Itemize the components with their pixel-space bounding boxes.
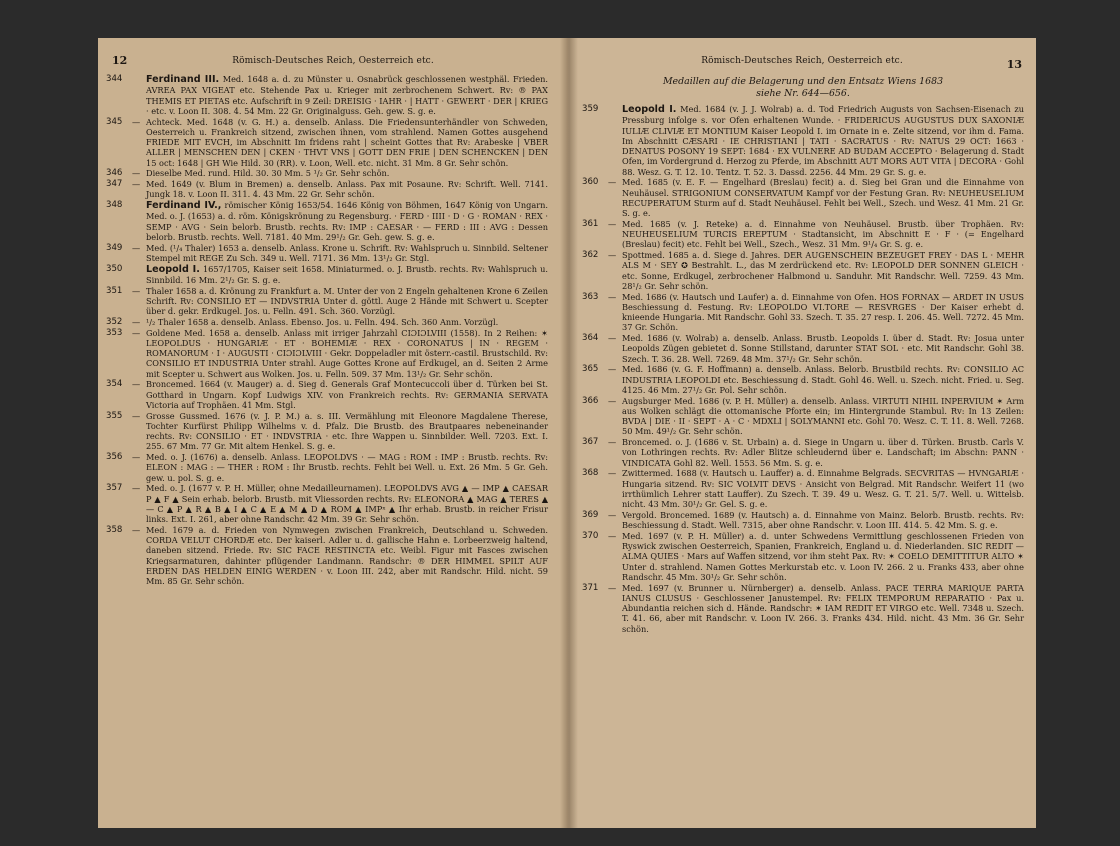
ditto-dash: — [608,582,617,593]
catalog-entry [106,74,548,116]
ditto-dash: — [132,179,141,189]
entry-number: 364 [582,333,599,343]
entry-text: Zwittermed. 1688 (v. Hautsch u. Lauffer) a. d. Einnahme Belgrads. SECVRITAS — HVNGARIÆ · Hungaria sitzend. Rv: SIC VOLVIT DEVS · Ansicht von Belgrad. Mit Randschr. Weifert 11 (wo irrthümlich Lehrer statt Lauffer). Zu Szech. T. 39. 49 u. Wesz. G. T. 21. 5/7. Well. u. Wittelsb. nicht. 43 Mm. 30¹/₂ Gr. Gel. S. g. e. [622,468,1024,509]
catalog-entry [106,411,548,452]
catalog-entry [106,200,548,242]
ditto-dash: — [608,250,617,260]
entry-number: 345 [106,116,123,127]
catalog-entry [106,483,548,524]
catalog-entry [582,250,1024,291]
right-page [568,38,1036,828]
catalog-entry [582,510,1024,531]
entry-number: 366 [582,395,599,406]
entry-number: 357 [106,483,123,494]
entry-text: Med. 1697 (v. P. H. Müller) a. d. unter Schwedens Vermittlung geschlossenen Frieden von Ryswick zwischen Oesterreich, Spanien, Frankreich, England u. d. Niederlanden. SIC REDIT — ALMA QUIES · Mars auf Waffen sitzend, vor ihm steht Pax. Rv: ✶ COELO DEMITTITUR ALTO ✶ Unter d. strahlend. Namen Gottes Merkurstab etc. v. Loon IV. 266. 2 u. Franks 433, aber ohne Randschr. 45 Mm. 30¹/₂ Gr. Sehr schön. [622,530,1024,582]
entry-number: 361 [582,218,599,229]
entry-text: Med. o. J. (1676) a. denselb. Anlass. LEOPOLDVS · — MAG : ROM : IMP : Brustb. rechts. Rv: ELEON : MAG : — THER : ROM : Ihr Brustb. rechts. Fehlt bei Well. u. Ext. 26 Mm. 5 Gr. Geh. gew. u. pol. S. g. e. [146,452,548,483]
ditto-dash: — [608,333,617,343]
catalog-entry [582,333,1024,364]
ditto-dash: — [608,530,617,541]
catalog-entry [582,583,1024,634]
ditto-dash: — [132,116,141,127]
right-column [582,74,1024,634]
entry-number: 370 [582,530,599,541]
entry-number: 369 [582,509,599,520]
entry-text: Med. 1679 a. d. Frieden von Nymwegen zwischen Frankreich, Deutschland u. Schweden. CORDA VELUT CHORDÆ etc. Der kaiserl. Adler u. d. gallische Hahn e. Lorbeerzweig haltend, daneben sitzend. Friede. Rv: SIC FACE RESTINCTA etc. Weibl. Figur mit Fasces zwischen Kriegsarmaturen, dahinter pflügender Landmann. Randschr: ® DER HIMMEL SPILT AUF ERDEN DAS HELDEN EINIG WERDEN · v. Loon III. 242, aber mit Randschr. Hild. nicht. 59 Mm. 85 Gr. Sehr schön. [146,524,548,586]
entry-text: Med. 1649 (v. Blum in Bremen) a. denselb. Anlass. Pax mit Posaune. Rv: Schrift. Well. 7141. Jungk 18. v. Loon II. 311. 4. 43 Mm. 22 Gr. Sehr schön. [146,179,548,200]
ditto-dash: — [132,327,141,338]
catalog-entry [582,396,1024,437]
entry-text: Med. 1686 (v. G. F. Hoffmann) a. denselb. Anlass. Belorb. Brustbild rechts. Rv: CONSILIO AC INDUSTRIA LEOPOLDI etc. Beschiessung d. Stadt. Gohl 46. Well. u. Szech. nicht. Fried. u. Seg. 4125. 46 Mm. 27¹/₂ Gr. Pol. Sehr schön. [622,364,1024,395]
ditto-dash: — [608,364,617,375]
ruler-name: Leopold I. [146,263,200,275]
entry-text: Broncemed. o. J. (1686 v. St. Urbain) a. d. Siege in Ungarn u. über d. Türken. Brustb. Carls V. von Lothringen rechts. Rv: Adler Blitze schleudernd über e. Landschaft; im Abschn: PANN · VINDICATA Gohl 82. Well. 1553. 56 Mm. S. g. e. [622,437,1024,468]
entry-number: 344 [106,74,123,84]
entry-number: 358 [106,524,123,535]
entry-text: Med. o. J. (1677 v. P. H. Müller, ohne Medailleurnamen). LEOPOLDVS AVG ▲ — IMP ▲ CAESAR P ▲ F ▲ Sein erhab. belorb. Brustb. mit Vliessorden rechts. Rv: ELEONORA ▲ MAG ▲ TERES ▲ — C ▲ P ▲ R ▲ B ▲ I ▲ C ▲ E ▲ M ▲ D ▲ ROM ▲ IMPˣ ▲ Ihr erhab. Brustb. in reicher Frisur links. Ext. I. 261, aber ohne Randschr. 42 Mm. 39 Gr. Sehr schön. [146,483,548,524]
entry-text: Achteck. Med. 1648 (v. G. H.) a. denselb. Anlass. Die Friedensunterhändler von Schweden, Oesterreich u. Frankreich sitzend, zwischen ihnen, vom strahlend. Namen Gottes ausgehend FRIEDE MIT EVCH, im Abschnitt Im fridens raht | scheint Gottes that Rv: Arabeske | VBER ALLER | MENSCHEN DEN | CKEN · THVT VNS | GOTT DEN FRIE | DEN SCHENCKEN | DEN 15 oct: 1648 | GH Wie Hild. 30 (RR). v. Loon, Well. etc. nicht. 31 Mm. 8 Gr. Sehr schön. [146,116,548,168]
section-heading-line1: Medaillen auf die Belagerung und den Entsatz Wiens 1683 [662,76,944,87]
catalog-entry [106,264,548,286]
catalog-entry [106,525,548,587]
ditto-dash: — [132,452,141,462]
entry-number: 355 [106,410,123,421]
entry-number: 359 [582,104,599,114]
left-column [106,74,548,587]
entry-number: 352 [106,316,123,327]
catalog-entry [582,364,1024,395]
catalog-entry [582,219,1024,250]
book-gutter [560,38,578,828]
ditto-dash: — [608,177,617,188]
entry-number: 347 [106,179,123,189]
ditto-dash: — [132,168,141,179]
ditto-dash: — [132,285,141,296]
catalog-entry [106,317,548,327]
entry-number: 371 [582,582,599,593]
entry-number: 349 [106,242,123,253]
entry-text: 1657/1705, Kaiser seit 1658. Miniaturmed. o. J. Brustb. rechts. Rv: Wahlspruch u. Sinnbild. 16 Mm. 2¹/₂ Gr. S. g. e. [146,263,548,285]
entry-number: 363 [582,291,599,302]
catalog-entry [106,452,548,483]
ditto-dash: — [132,524,141,535]
entry-text: Med. 1648 a. d. zu Münster u. Osnabrück geschlossenen westphäl. Frieden. AVREA PAX VIGEAT etc. Stehende Pax u. Krieger mit zerbrochenem Schwert. Rv: ® PAX THEMIS ET PIETAS etc. Aufschrift in 9 Zeil: DREISIG · IAHR · | HATT · GEWERT · DER | KRIEG · etc. v. Loon II. 308. 4. 54 Mm. 22 Gr. Originalguss. Geh. gew. S. g. e. [146,74,548,116]
entry-text: römischer König 1653/54. 1646 König von Böhmen, 1647 König von Ungarn. Med. o. J. (1653) a. d. röm. Königskrönung zu Regensburg. · FERD · IIII · D · G · ROMAN · REX · SEMP · AVG · Sein belorb. Brustb. rechts. Rv: IMP : CAESAR · — FERD : III : AVG : Dessen belorb. Brustb. rechts. Well. 7181. 40 Mm. 29¹/₂ Gr. Geh. gew. S. g. e. [146,200,549,242]
entry-text: Augsburger Med. 1686 (v. P. H. Müller) a. denselb. Anlass. VIRTUTI NIHIL INPERVIUM ✶ Arm aus Wolken schlägt die ottomanische Pforte ein; im Hintergrunde Stambul. Rv: In 13 Zeilen: BVDA | DIE · II · SEPT · A · C · MDXLI | SOLYMANNI etc. Gohl 70. Wesz. C. T. 11. 8. Well. 7268. 50 Mm. 49¹/₂ Gr. Sehr schön. [622,395,1024,437]
entry-text: Goldene Med. 1658 a. denselb. Anlass mit irriger Jahrzahl CIƆIƆLVIII (1558). In 2 Reihen: ✶ LEOPOLDUS · HUNGARIÆ · ET · BOHEMIÆ · REX · CORONATUS | IN · REGEM · ROMANORUM · I · AUGUSTI · CIƆIƆLVIII · Gekr. Doppeladler mit österr.-castil. Brustschild. Rv: CONSILIO ET INDUSTRIA Unter strahl. Auge Gottes Krone auf Erdkugel, an d. Seiten 2 Arme mit Scepter u. Schwert aus Wolken. Jos. u. Felln. 509. 37 Mm. 13¹/₂ Gr. Sehr schön. [146,327,548,379]
running-head: Römisch-Deutsches Reich, Oesterreich etc. [232,56,434,66]
ditto-dash: — [132,483,141,494]
catalog-entry [106,379,548,410]
catalog-entry [582,531,1024,582]
ditto-dash: — [132,242,141,253]
entry-number: 356 [106,452,123,462]
entry-number: 360 [582,177,599,188]
ruler-name: Ferdinand III. [146,74,220,85]
ruler-name: Ferdinand IV., [146,200,222,211]
ditto-dash: — [132,410,141,421]
running-head: Römisch-Deutsches Reich, Oesterreich etc. [701,56,903,66]
catalog-entry [582,292,1024,333]
entry-text: Med. (¹/₄ Thaler) 1653 a. denselb. Anlass. Krone u. Schrift. Rv: Wahlspruch u. Sinnbild. Seltener Stempel mit REGE Zu Sch. 349 u. Well. 7171. 36 Mm. 13¹/₂ Gr. Stgl. [146,242,548,263]
entry-number: 346 [106,168,123,179]
ditto-dash: — [608,468,617,479]
ditto-dash: — [608,291,617,302]
section-heading [582,76,1024,100]
entry-text: Med. 1686 (v. Hautsch und Laufer) a. d. Einnahme von Ofen. HOS FORNAX — ARDET IN USUS Beschiessung d. Festung. Rv: LEOPOLDO VI.TORE — RESVRGES · Der Kaiser erhebt d. knieende Hungaria. Mit Randschr. Gohl 33. Szech. T. 35. 27 resp. I. 206. 45. Well. 7272. 45 Mm. 37 Gr. Schön. [622,291,1024,333]
ditto-dash: — [132,316,141,327]
left-page [98,38,568,828]
catalog-entry [106,328,548,379]
entry-number: 367 [582,437,599,447]
catalog-entry [582,468,1024,509]
entry-text: Vergold. Broncemed. 1689 (v. Hautsch) a. d. Einnahme von Mainz. Belorb. Brustb. rechts. Rv: Beschiessung d. Stadt. Well. 7315, aber ohne Randschr. v. Loon III. 414. 5. 42 Mm. S. g. e. [622,509,1024,530]
section-heading-line2: siehe Nr. 644—656. [756,88,850,99]
catalog-entry [106,243,548,264]
catalog-entry [582,104,1024,177]
entry-text: Dieselbe Med. rund. Hild. 30. 30 Mm. 5 ¹/₂ Gr. Sehr schön. [146,168,390,179]
ditto-dash: — [132,379,141,390]
entry-text: Med. 1685 (v. E. F. — Engelhard (Breslau) fecit) a. d. Sieg bei Gran und die Einnahme von Neuhäusel. STRIGONIUM CONSERVATUM Kampf vor der Festung Gran. Rv: NEUHEUSELIUM RECUPERATUM Sturm auf d. Stadt Neuhäusel. Fehlt bei Well., Szech. und Wesz. 41 Mm. 21 Gr. S. g. e. [622,177,1024,218]
catalog-entry [106,179,548,200]
entry-number: 368 [582,468,599,479]
page-number: 12 [112,54,128,67]
catalog-entry [106,117,548,168]
entry-text: Med. 1684 (v. J. J. Wolrab) a. d. Tod Friedrich Augusts von Sachsen-Eisenach zu Pressburg infolge s. vor Ofen erhaltenen Wunde. · FRIDERICUS AUGUSTUS DUX SAXONIÆ IULIÆ CLIVIÆ ET MONTIUM Kaiser Leopold I. im Ornate in e. Zelte sitzend, vor ihm d. Fama. Im Abschnitt CÆSARI · IE CHRISTIANI | TATI · SACRATUS · Rv: NATUS 29 OCT: 1663 · DENATUS POSONY 19 SEPT: 1684 · EX VULNERE AD BUDAM ACCEPTO · Belagerung d. Stadt Ofen, im Vordergrund d. Herzog zu Pferde, im Abschnitt AUT MORS AUT VITA | DECORA · Gohl 88. Wesz. G. T. 12. 10. Tentz. T. 52. 3. Dassd. 2256. 44 Mm. 29 Gr. S. g. e. [622,104,1024,177]
entry-number: 351 [106,285,123,296]
entry-number: 353 [106,327,123,338]
ditto-dash: — [608,509,617,520]
entry-text: Thaler 1658 a. d. Krönung zu Frankfurt a. M. Unter der von 2 Engeln gehaltenen Krone 6 Zeilen Schrift. Rv: CONSILIO ET — INDVSTRIA Unter d. göttl. Auge 2 Hände mit Schwert u. Scepter über d. gekr. Erdkugel. Jos. u. Felln. 491. Sch. 360. Vorzügl. [146,285,548,316]
entry-text: ¹/₂ Thaler 1658 a. denselb. Anlass. Ebenso. Jos. u. Felln. 494. Sch. 360 Anm. Vorzügl. [146,316,499,327]
entry-number: 350 [106,263,123,274]
catalog-entry [582,177,1024,218]
entry-text: Grosse Gussmed. 1676 (v. J. P. M.) a. s. III. Vermählung mit Eleonore Magdalene Therese, Tochter Kurfürst Philipp Wilhelms v. d. Pfalz. Die Brustb. des Brautpaares nebeneinander rechts. Rv: CONSILIO · ET · INDVSTRIA · etc. Ihre Wappen u. Sinnbilder. Well. 7203. Ext. I. 255. 67 Mm. 77 Gr. Mit altem Henkel. S. g. e. [146,410,548,452]
entry-number: 362 [582,250,599,260]
entry-text: Med. 1697 (v. Brunner u. Nürnberger) a. denselb. Anlass. PACE TERRA MARIQUE PARTA IANUS CLUSUS · Geschlossener Janustempel. Rv: FELIX TEMPORUM REPARATIO · Pax u. Abundantia reichen sich d. Hände. Randschr: ✶ IAM REDIT ET VIRGO etc. Well. 7348 u. Szech. T. 41. 66, aber mit Randschr. v. Loon IV. 266. 3. Franks 434. Hild. nicht. 43 Mm. 36 Gr. Sehr schön. [622,582,1024,634]
ditto-dash: — [608,218,617,229]
catalog-entry [106,286,548,317]
ruler-name: Leopold I. [622,104,677,115]
entry-text: Broncemed. 1664 (v. Mauger) a. d. Sieg d. Generals Graf Montecuccoli über d. Türken bei St. Gotthard in Ungarn. Kopf Ludwigs XIV. von Frankreich rechts. Rv: GERMANIA SERVATA Victoria auf Trophäen. 41 Mm. Stgl. [146,379,548,410]
catalog-entry [582,437,1024,468]
entry-text: Med. 1685 (v. J. Reteke) a. d. Einnahme von Neuhäusel. Brustb. über Trophäen. Rv: NEUHEUSELIUM TURCIS EREPTUM · Stadtansicht, im Abschnitt E · F · (= Engelhard (Breslau) fecit) etc. Fehlt bei Well., Szech., Wesz. 31 Mm. 9¹/₄ Gr. S. g. e. [622,218,1024,250]
entry-text: Spottmed. 1685 a. d. Siege d. Jahres. DER AUGENSCHEIN BEZEUGET FREY · DAS L · MEHR ALS M · SEY ✪ Bestrahlt. L., das M zerdrückend etc. Rv: LEOPOLD DER SONNEN GLEICH · etc. Sonne, Erdkugel, zerbrochener Halbmond u. Sanduhr. Mit Randschr. Well. 7259. 43 Mm. 28¹/₂ Gr. Sehr schön. [622,250,1024,291]
ditto-dash: — [608,437,617,447]
entry-number: 365 [582,364,599,375]
catalog-entry [106,168,548,178]
entry-number: 354 [106,379,123,390]
entry-text: Med. 1686 (v. Wolrab) a. denselb. Anlass. Brustb. Leopolds I. über d. Stadt. Rv: Josua unter Leopolds Zügen gebietet d. Sonne Stillstand, darunter STAT SOL · etc. Mit Randschr. Gohl 38. Szech. T. 36. 28. Well. 7269. 48 Mm. 37¹/₂ Gr. Sehr schön. [622,333,1024,364]
ditto-dash: — [608,395,617,406]
entry-number: 348 [106,200,123,210]
page-number: 13 [1006,58,1022,71]
